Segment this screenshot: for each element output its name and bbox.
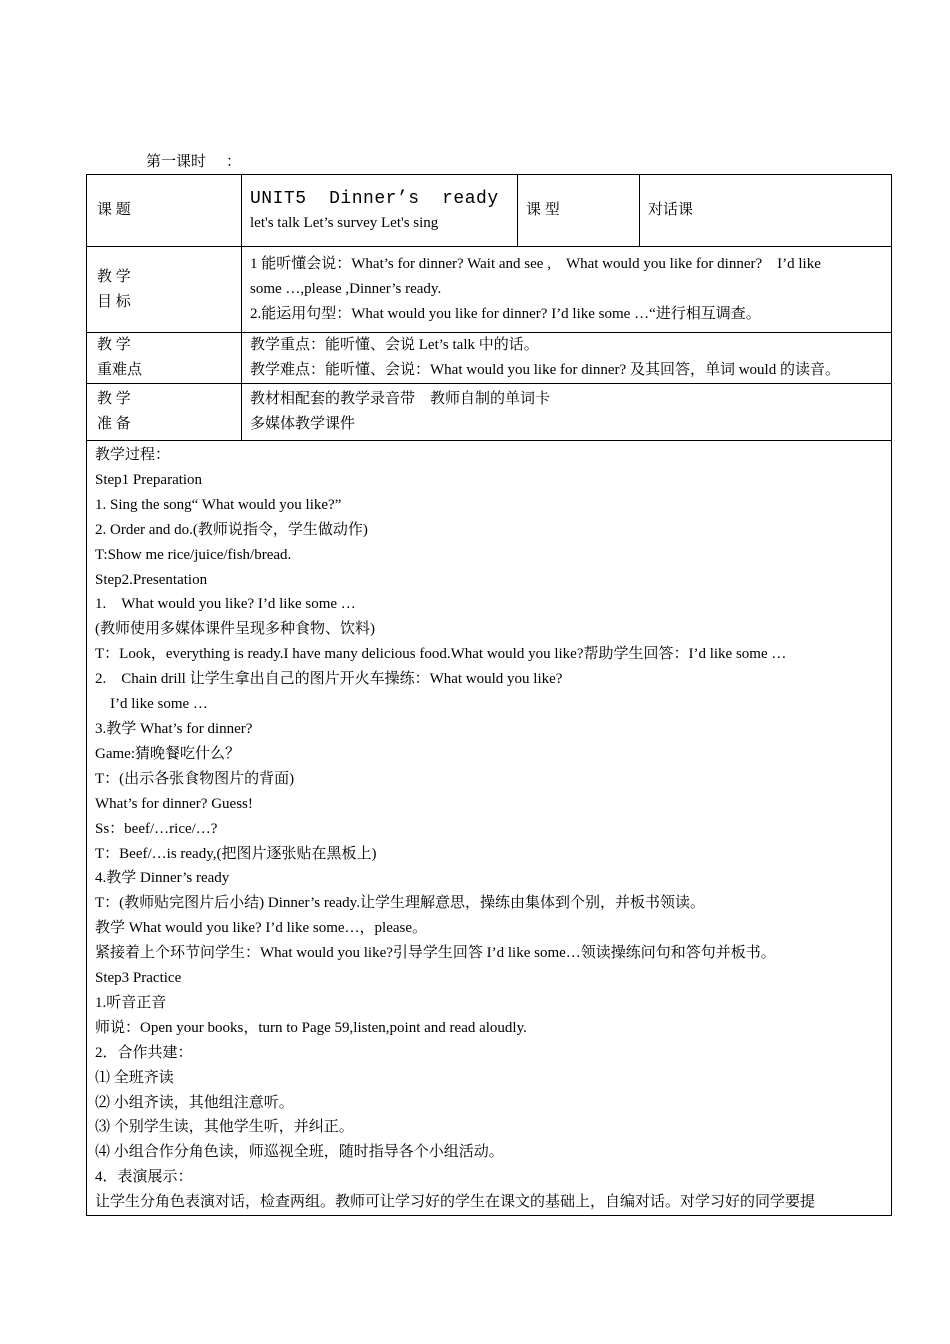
type-label: 课 型 bbox=[518, 175, 640, 247]
preparation-label-line2: 准 备 bbox=[97, 416, 131, 432]
process-line: 4.教学 Dinner’s ready bbox=[95, 870, 230, 887]
topic-title-line1: UNIT5 Dinner’s ready bbox=[250, 188, 499, 209]
process-line: T：Beef/…is ready,(把图片逐张贴在黑板上) bbox=[95, 845, 377, 862]
process-content bbox=[87, 441, 892, 1216]
process-line: 2. Chain drill 让学生拿出自己的图片开火车操练：What would you like? bbox=[95, 671, 563, 688]
preparation-label-line1: 教 学 bbox=[97, 391, 131, 407]
preparation-label bbox=[87, 384, 242, 441]
process-line: ⑶ 个别学生读，其他学生听，并纠正。 bbox=[95, 1119, 354, 1136]
process-line: T：(教师贴完图片后小结) Dinner’s ready.让学生理解意思，操练由集体到个别，并板书领读。 bbox=[95, 895, 705, 912]
lesson-heading-text: 第一课时 bbox=[146, 154, 207, 170]
topic-title-line2: let's talk Let’s survey Let's sing bbox=[250, 214, 439, 231]
key-points-content bbox=[242, 333, 892, 384]
lesson-heading-colon: ： bbox=[226, 154, 242, 170]
lesson-plan-table bbox=[86, 174, 892, 1216]
goals-label-line2: 目 标 bbox=[97, 293, 131, 310]
process-line: 师说：Open your books，turn to Page 59,listen,point and read aloudly. bbox=[95, 1019, 527, 1036]
lesson-heading bbox=[146, 152, 241, 172]
process-line: Ss：beef/…rice/…? bbox=[95, 820, 218, 837]
preparation-content bbox=[242, 384, 892, 441]
topic-label: 课 题 bbox=[87, 175, 242, 247]
key-points-line: 教学重点：能听懂、会说 Let’s talk 中的话。 bbox=[250, 337, 539, 353]
process-line: 教学 What would you like? I’d like some…，please。 bbox=[95, 920, 428, 937]
preparation-line: 教材相配套的教学录音带 教师自制的单词卡 bbox=[250, 391, 551, 407]
process-line: Step3 Practice bbox=[95, 970, 182, 987]
process-line: T:Show me rice/juice/fish/bread. bbox=[95, 546, 292, 563]
row-key-points bbox=[87, 333, 892, 384]
key-points-line: 教学难点：能听懂、会说：What would you like for dinner? 及其回答，单词 would 的读音。 bbox=[250, 362, 840, 378]
row-goals bbox=[87, 247, 892, 333]
key-points-label-line2: 重难点 bbox=[97, 362, 143, 378]
process-line: 2．合作共建： bbox=[95, 1044, 193, 1061]
process-line: 教学过程： bbox=[95, 447, 171, 463]
process-line: 紧接着上个环节问学生：What would you like?引导学生回答 I’d like some…领读操练问句和答句并板书。 bbox=[95, 945, 776, 962]
process-line: Step2.Presentation bbox=[95, 571, 208, 588]
process-line: 让学生分角色表演对话，检查两组。教师可让学习好的学生在课文的基础上，自编对话。对学习好的同学要提 bbox=[95, 1194, 816, 1211]
goals-label-line1: 教 学 bbox=[97, 268, 131, 285]
process-line: 1. Sing the song“ What would you like?” bbox=[95, 496, 342, 513]
process-line: I’d like some … bbox=[95, 696, 208, 713]
goals-line: 1 能听懂会说：What’s for dinner? Wait and see , What would you like for dinner? I’d like bbox=[250, 256, 821, 272]
process-line: T：Look，everything is ready.I have many delicious food.What would you like?帮助学生回答：I’d like some … bbox=[95, 646, 787, 663]
process-line: 1. What would you like? I’d like some … bbox=[95, 596, 356, 613]
process-line: 3.教学 What’s for dinner? bbox=[95, 720, 253, 737]
topic-title-cell bbox=[242, 175, 518, 247]
goals-line: some …,please ,Dinner’s ready. bbox=[250, 281, 442, 297]
goals-label bbox=[87, 247, 242, 333]
row-preparation bbox=[87, 384, 892, 441]
key-points-label bbox=[87, 333, 242, 384]
goals-line: 2.能运用句型：What would you like for dinner? I’d like some …“进行相互调查。 bbox=[250, 306, 761, 322]
row-process bbox=[87, 441, 892, 1216]
process-line: 2. Order and do.(教师说指令，学生做动作) bbox=[95, 521, 368, 538]
process-line: (教师使用多媒体课件呈现多种食物、饮料) bbox=[95, 621, 375, 638]
process-line: What’s for dinner? Guess! bbox=[95, 795, 253, 812]
preparation-line: 多媒体教学课件 bbox=[250, 416, 356, 432]
process-line: ⑵ 小组齐读，其他组注意听。 bbox=[95, 1094, 294, 1111]
process-line: ⑷ 小组合作分角色读，师巡视全班，随时指导各个小组活动。 bbox=[95, 1144, 504, 1161]
process-line: Step1 Preparation bbox=[95, 471, 203, 488]
process-line: ⑴ 全班齐读 bbox=[95, 1069, 174, 1086]
type-value: 对话课 bbox=[640, 175, 892, 247]
process-line: 1.听音正音 bbox=[95, 994, 167, 1011]
process-line: T：(出示各张食物图片的背面) bbox=[95, 770, 295, 787]
key-points-label-line1: 教 学 bbox=[97, 337, 131, 353]
goals-content bbox=[242, 247, 892, 333]
process-line: Game:猜晚餐吃什么？ bbox=[95, 745, 240, 762]
process-line: 4．表演展示： bbox=[95, 1169, 193, 1186]
row-topic bbox=[87, 175, 892, 247]
